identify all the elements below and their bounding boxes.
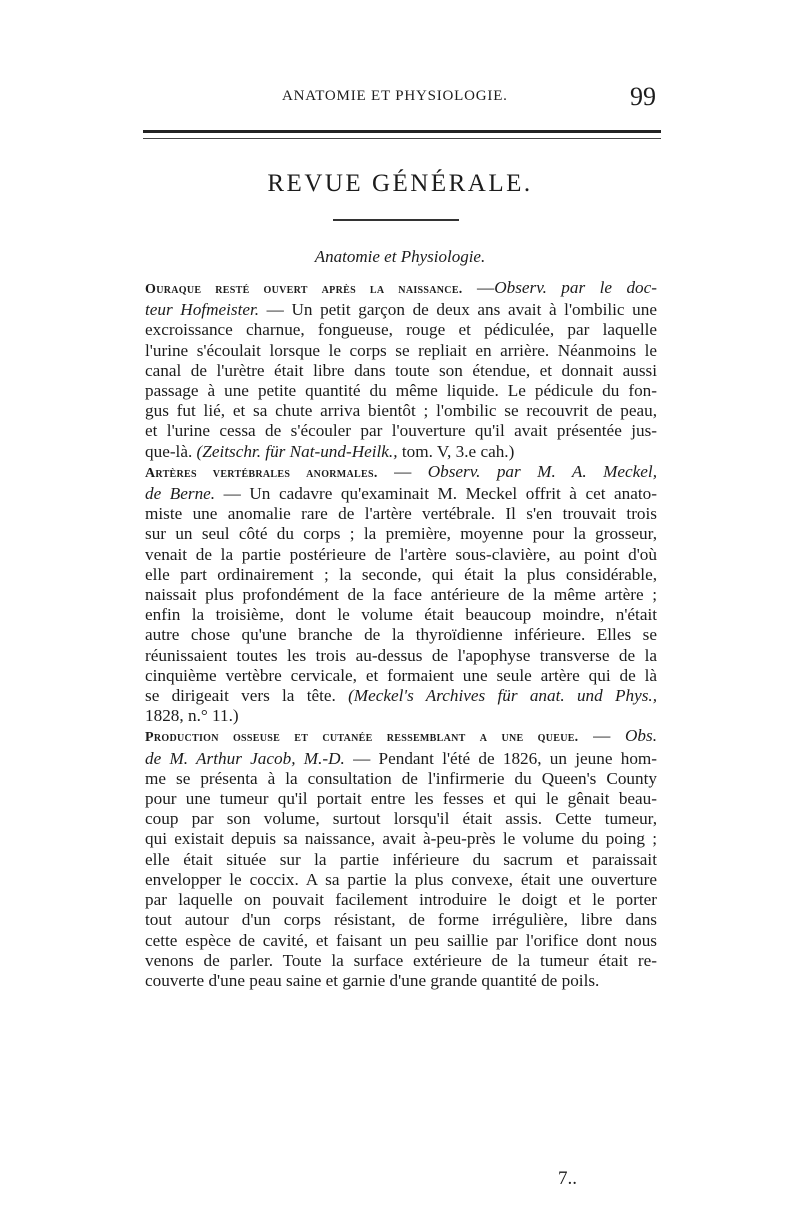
text-segment: — — [377, 461, 428, 481]
text-segment: venons de parler. Toute la surface extérieure de la tumeur était re- — [145, 950, 657, 970]
text-segment: canal de l'urètre était libre dans toute son étendue, et donnait aussi — [145, 360, 657, 380]
text-segment: envelopper le coccix. A sa partie la plus convexe, était une ouverture — [145, 869, 657, 889]
page-number: 99 — [630, 82, 656, 111]
article-heading: Production osseuse et cutanée ressemblant a une queue. — [145, 730, 579, 746]
text-segment: coup par son volume, surtout lorsqu'il était assis. Cette tumeur, — [145, 809, 657, 829]
section-title-rule — [333, 219, 459, 221]
text-segment: naissait plus profondément de la face antérieure de la même artère ; — [145, 585, 657, 605]
text-line — [145, 361, 657, 381]
italic-text: (Zeitschr. für Nat-und-Heilk., — [196, 441, 398, 461]
text-line — [145, 565, 657, 585]
article-heading-line — [145, 462, 657, 484]
text-line — [145, 401, 657, 421]
article-heading-line — [145, 278, 657, 300]
text-line — [145, 666, 657, 686]
text-line — [145, 769, 657, 789]
article — [145, 726, 657, 991]
text-segment: qui existait depuis sa naissance, avait à-peu-près le volume du poing ; — [145, 829, 657, 849]
text-segment: me se présenta à la consultation de l'infirmerie du Queen's County — [145, 768, 657, 788]
text-line — [145, 504, 657, 524]
text-segment: autre chose qu'une branche de la thyroïdienne inférieure. Elles se — [145, 625, 657, 645]
text-line — [145, 749, 657, 769]
text-segment: couverte d'une peau saine et garnie d'une grande quantité de poils. — [145, 970, 600, 990]
text-segment: tout autour d'un corps résistant, de forme irrégulière, libre dans — [145, 910, 657, 930]
italic-text: Observ. par M. A. Meckel, — [427, 461, 658, 481]
text-segment: — Un petit garçon de deux ans avait à l'ombilic une — [259, 300, 657, 320]
text-line — [145, 850, 657, 870]
text-segment: l'urine s'écoulait lorsque le corps se repliait en arrière. Néanmoins le — [145, 340, 657, 360]
text-segment: cette espèce de cavité, et faisant un peu saillie par l'orifice dont nous — [145, 930, 657, 950]
text-segment: — — [578, 726, 625, 746]
article — [145, 278, 657, 462]
italic-text: (Meckel's Archives für anat. und Phys., — [348, 686, 657, 706]
text-segment: excroissance charnue, fongueuse, rouge et pédiculée, par laquelle — [145, 320, 657, 340]
italic-text: Observ. par le doc- — [494, 278, 657, 297]
text-line — [145, 931, 657, 951]
text-segment: elle part ordinairement ; la seconde, qui était la plus considérable, — [145, 564, 657, 584]
text-segment: gus fut lié, et sa chute arriva bientôt ; l'ombilic se recouvrit de peau, — [145, 401, 657, 421]
text-segment: cinquième vertèbre cervicale, et formaient une seule artère qui de là — [145, 665, 657, 685]
text-line — [145, 421, 657, 441]
header-rule-thin — [143, 138, 661, 139]
text-line — [145, 605, 657, 625]
text-segment: et l'urine cessa de s'écouler par l'ouverture qu'il avait présentée jus- — [145, 421, 657, 441]
text-segment: elle était située sur la partie inférieure du sacrum et paraissait — [145, 849, 657, 869]
text-line — [145, 789, 657, 809]
text-line — [145, 809, 657, 829]
italic-text: de Berne. — [145, 484, 216, 504]
text-segment: enfin la troisième, dont le volume était beaucoup moindre, n'était — [145, 605, 657, 625]
text-segment: — — [462, 278, 495, 297]
article — [145, 462, 657, 727]
signature-mark: 7.. — [558, 1168, 577, 1189]
article-body — [145, 278, 657, 991]
text-line — [145, 706, 657, 726]
text-line — [145, 625, 657, 645]
text-line — [145, 341, 657, 361]
article-heading-line — [145, 726, 657, 748]
text-line — [145, 484, 657, 504]
text-segment: miste une anomalie rare de l'artère vertébrale. Il s'en trouvait trois — [145, 504, 657, 524]
text-segment: — Un cadavre qu'examinait M. Meckel offrit à cet anato- — [215, 484, 657, 504]
header-rule-thick — [143, 130, 661, 133]
text-line — [145, 890, 657, 910]
text-segment: que-là. — [145, 441, 197, 461]
text-segment: sur un seul côté du corps ; la première, moyenne pour la grosseur, — [145, 524, 657, 544]
subsection-title: Anatomie et Physiologie. — [314, 247, 486, 266]
text-segment: venait de la partie postérieure de l'artère sous-clavière, au point d'où — [145, 544, 657, 564]
text-line — [145, 545, 657, 565]
text-line — [145, 442, 657, 462]
text-line — [145, 910, 657, 930]
italic-text: de M. Arthur Jacob, M.-D. — [145, 748, 345, 768]
text-line — [145, 300, 657, 320]
text-segment: réunissaient toutes les trois au-dessus de l'apophyse transverse de la — [145, 645, 657, 665]
text-line — [145, 524, 657, 544]
text-segment: 1828, n.° 11.) — [145, 706, 239, 726]
text-segment: pour une tumeur qu'il portait entre les fesses et qui le gênait beau- — [145, 789, 657, 809]
text-line — [145, 829, 657, 849]
text-line — [145, 971, 657, 991]
running-title: ANATOMIE ET PHYSIOLOGIE. — [282, 88, 508, 104]
article-heading: Ouraque resté ouvert après la naissance. — [145, 282, 463, 297]
text-line — [145, 585, 657, 605]
running-head — [0, 82, 800, 112]
text-line — [145, 646, 657, 666]
text-segment: — Pendant l'été de 1826, un jeune hom- — [344, 748, 658, 768]
text-segment: par laquelle on pouvait facilement introduire le doigt et le porter — [145, 890, 657, 910]
text-line — [145, 381, 657, 401]
text-line — [145, 686, 657, 706]
text-segment: tom. V, 3.e cah.) — [397, 441, 515, 461]
text-line — [145, 320, 657, 340]
section-title: REVUE GÉNÉRALE. — [267, 170, 533, 197]
italic-text: teur Hofmeister. — [145, 300, 260, 320]
italic-text: Obs. — [625, 726, 657, 746]
text-segment: se dirigeait vers la tête. — [145, 686, 349, 706]
text-segment: passage à une petite quantité du même liquide. Le pédicule du fon- — [145, 381, 657, 401]
article-heading: Artères vertébrales anormales. — [145, 465, 378, 481]
text-line — [145, 870, 657, 890]
text-line — [145, 951, 657, 971]
